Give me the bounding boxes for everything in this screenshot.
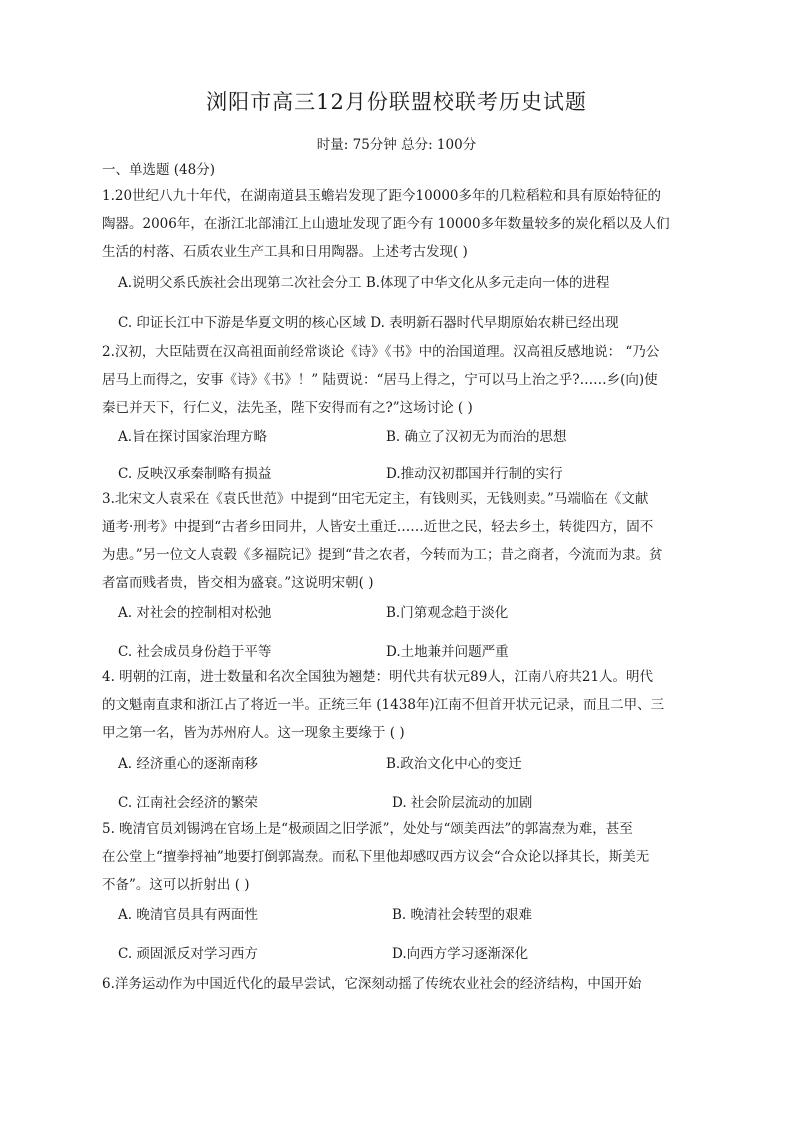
option-row[interactable]: A.说明父系氏族社会出现第二次社会分工 B.体现了中华文化从多元走向一体的进程 bbox=[118, 275, 610, 291]
question-text-line: 甲之第一名，皆为苏州府人。这一现象主要缘于 ( ) bbox=[102, 725, 405, 741]
question-text-line: 4. 明朝的江南，进士数量和名次全国独为翘楚：明代共有状元89人，江南八府共21人。明代 bbox=[102, 669, 654, 685]
option-d[interactable]: D.推动汉初郡国并行制的实行 bbox=[386, 466, 563, 482]
question-text-line: 在公堂上“擅拳捋袖”地要打倒郭嵩焘。而私下里他却感叹西方议会“合众论以择其长，斯美无 bbox=[102, 849, 650, 865]
question-text-line: 的文魁南直隶和浙江占了将近一半。正统三年 (1438年)江南不但首开状元记录，而且二甲、三 bbox=[102, 697, 665, 713]
option-b[interactable]: B. 晚清社会转型的艰难 bbox=[392, 907, 533, 923]
question-1 bbox=[102, 182, 702, 266]
section-heading: 一、单选题 (48分) bbox=[102, 162, 216, 178]
question-text-line: 6.洋务运动作为中国近代化的最早尝试，它深刻动摇了传统农业社会的经济结构，中国开始 bbox=[102, 976, 642, 992]
option-b[interactable]: B.门第观念趋于淡化 bbox=[386, 605, 509, 621]
question-text-line: 者富而贱者贵，皆交相为盛衰。”这说明宋朝( ) bbox=[102, 575, 374, 591]
option-a[interactable]: A. 经济重心的逐渐南移 bbox=[118, 756, 258, 772]
question-text-line: 秦已并天下，行仁义，法先圣，陛下安得而有之?”这场讨论 ( ) bbox=[102, 400, 473, 416]
question-text-line: 不备”。这可以折射出 ( ) bbox=[102, 877, 250, 893]
option-b[interactable]: B.政治文化中心的变迁 bbox=[386, 756, 522, 772]
option-c[interactable]: C. 反映汉承秦制略有损益 bbox=[118, 466, 272, 482]
option-a[interactable]: A.旨在探讨国家治理方略 bbox=[118, 429, 268, 445]
page-title: 浏阳市高三12月份联盟校联考历史试题 bbox=[206, 90, 587, 114]
option-c[interactable]: C. 顽固派反对学习西方 bbox=[118, 946, 258, 962]
option-a[interactable]: A. 晚清官员具有两面性 bbox=[118, 907, 258, 923]
question-text-line: 5. 晚清官员刘锡鸿在官场上是“极顽固之旧学派”，处处与“颂美西法”的郭嵩焘为难，甚至 bbox=[102, 821, 633, 837]
question-6 bbox=[102, 970, 702, 998]
question-text-line: 1.20世纪八九十年代，在湖南道县玉蟾岩发现了距今10000多年的几粒稻粒和具有原始特征的 bbox=[102, 188, 662, 204]
question-5 bbox=[102, 815, 702, 899]
option-b[interactable]: B. 确立了汉初无为而治的思想 bbox=[386, 429, 567, 445]
option-c[interactable]: C. 江南社会经济的繁荣 bbox=[118, 795, 258, 811]
exam-meta: 时量: 75分钟 总分: 100分 bbox=[316, 137, 477, 153]
question-text-line: 居马上而得之，安事《诗》《书》！” 陆贾说：“居马上得之，宁可以马上治之乎?……乡(向)使 bbox=[102, 372, 658, 388]
option-c[interactable]: C. 社会成员身份趋于平等 bbox=[118, 644, 272, 660]
question-text-line: 陶器。2006年，在浙江北部浦江上山遗址发现了距今有 10000多年数量较多的炭化稻以及人们 bbox=[102, 216, 670, 232]
question-text-line: 3.北宋文人袁采在《袁氏世范》中提到“田宅无定主，有钱则买，无钱则卖。”马端临在《文献 bbox=[102, 491, 649, 507]
option-d[interactable]: D.土地兼并问题严重 bbox=[386, 644, 509, 660]
option-a[interactable]: A. 对社会的控制相对松弛 bbox=[118, 605, 272, 621]
question-4 bbox=[102, 663, 702, 747]
question-text-line: 为患。”另一位文人袁毂《多福院记》提到“昔之农者，今转而为工；昔之商者，今流而为隶。贫 bbox=[102, 547, 663, 563]
question-text-line: 生活的村落、石质农业生产工具和日用陶器。上述考古发现( ) bbox=[102, 244, 468, 260]
question-text-line: 2.汉初，大臣陆贾在汉高祖面前经常谈论《诗》《书》中的治国道理。汉高祖反感地说： “乃公 bbox=[102, 344, 660, 360]
option-d[interactable]: D.向西方学习逐渐深化 bbox=[392, 946, 529, 962]
option-d[interactable]: D. 社会阶层流动的加剧 bbox=[392, 795, 533, 811]
question-2 bbox=[102, 338, 702, 422]
question-text-line: 通考·刑考》中提到“古者乡田同井，人皆安土重迁……近世之民，轻去乡土，转徙四方，固不 bbox=[102, 519, 654, 535]
option-row[interactable]: C. 印证长江中下游是华夏文明的核心区域 D. 表明新石器时代早期原始农耕已经出现 bbox=[118, 315, 619, 331]
question-3 bbox=[102, 485, 702, 597]
